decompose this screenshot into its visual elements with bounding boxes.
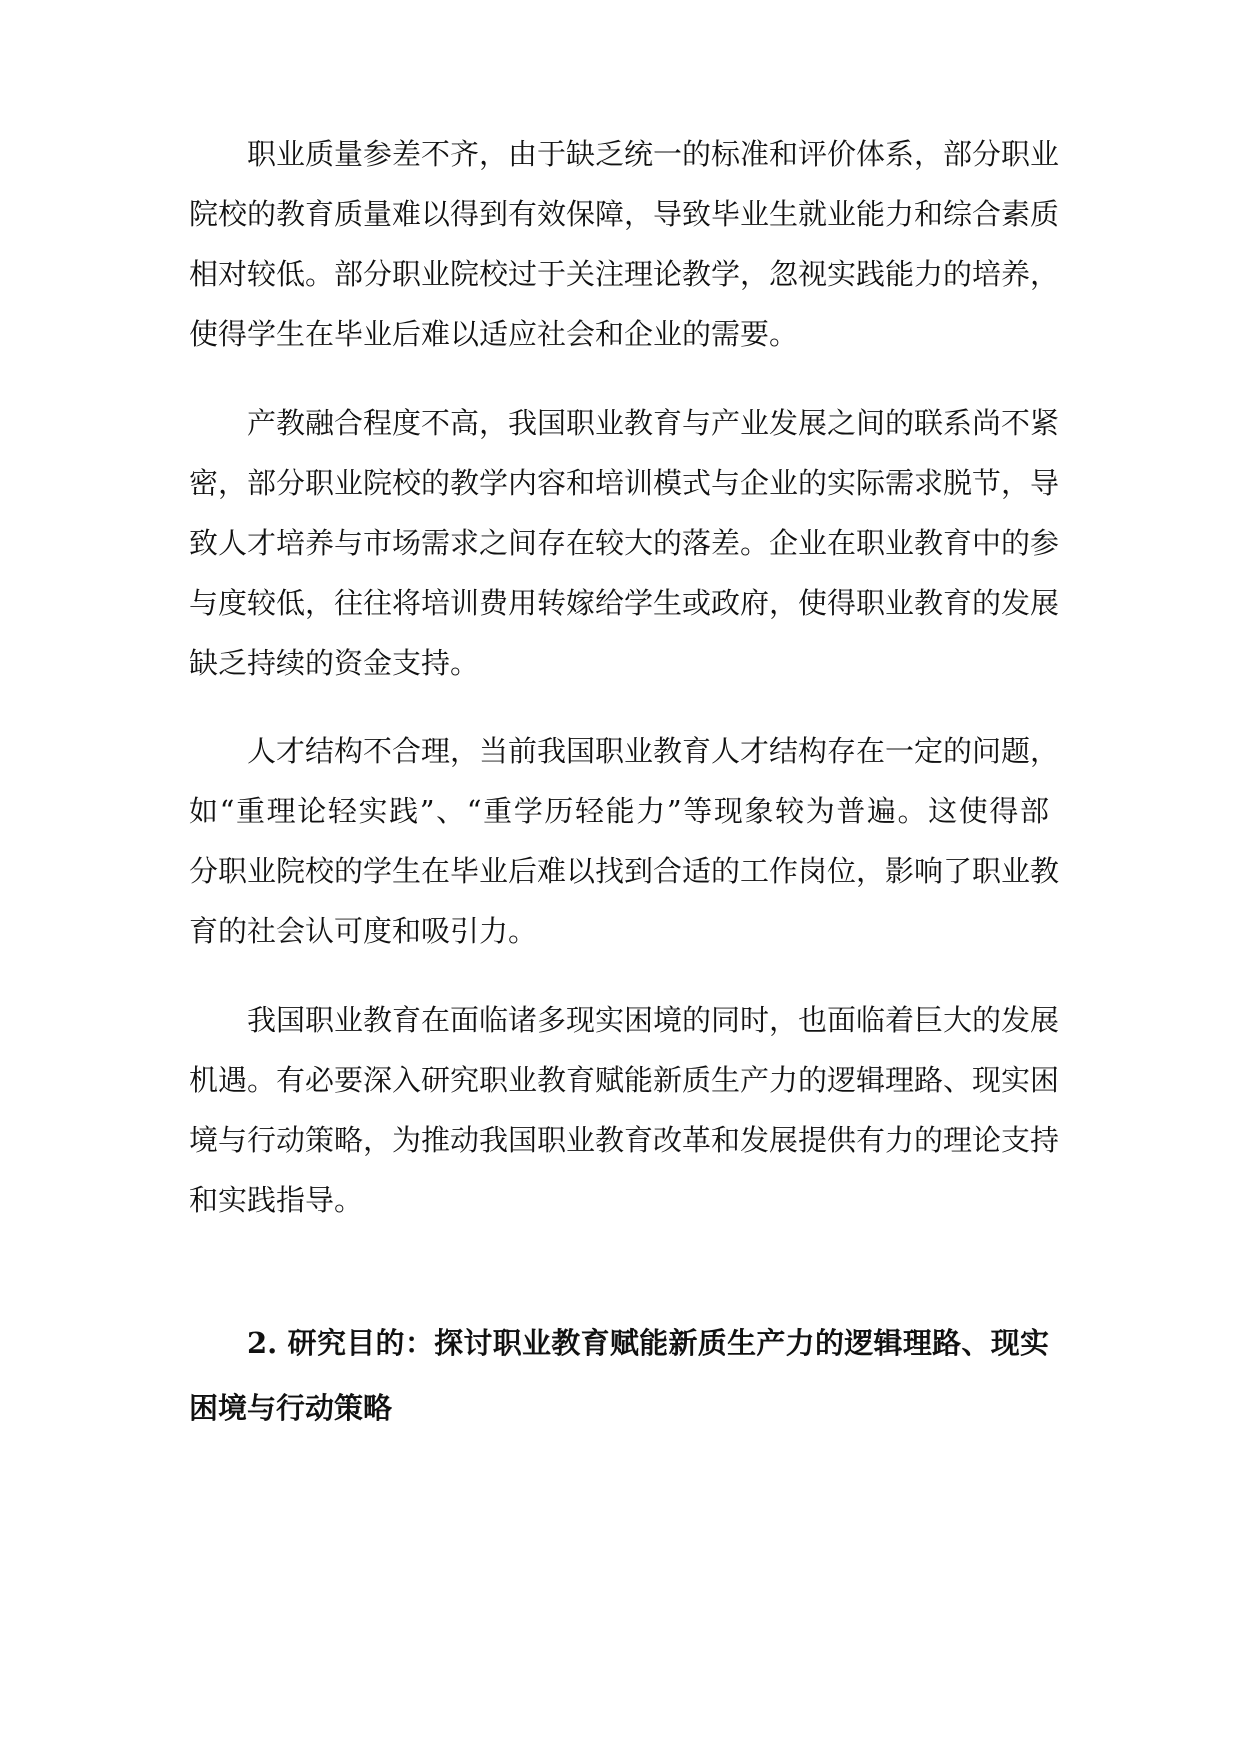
paragraph-line: 致人才培养与市场需求之间存在较大的落差。企业在职业教育中的参 bbox=[189, 526, 1060, 560]
heading-line: 2. 研究目的：探讨职业教育赋能新质生产力的逻辑理路、现实 bbox=[247, 1326, 1049, 1360]
paragraph-line: 相对较低。部分职业院校过于关注理论教学，忽视实践能力的培养， bbox=[189, 257, 1060, 291]
paragraph-line: 我国职业教育在面临诸多现实困境的同时，也面临着巨大的发展 bbox=[247, 1003, 1060, 1037]
paragraph-line: 职业质量参差不齐，由于缺乏统一的标准和评价体系，部分职业 bbox=[247, 137, 1060, 171]
paragraph-line: 缺乏持续的资金支持。 bbox=[189, 646, 480, 680]
paragraph-line: 产教融合程度不高，我国职业教育与产业发展之间的联系尚不紧 bbox=[247, 406, 1060, 440]
paragraph-line: 与度较低，往往将培训费用转嫁给学生或政府，使得职业教育的发展 bbox=[189, 586, 1060, 620]
paragraph-line: 机遇。有必要深入研究职业教育赋能新质生产力的逻辑理路、现实困 bbox=[189, 1063, 1060, 1097]
paragraph-line: 人才结构不合理，当前我国职业教育人才结构存在一定的问题， bbox=[247, 734, 1060, 768]
paragraph-line: 使得学生在毕业后难以适应社会和企业的需要。 bbox=[189, 317, 799, 351]
paragraph-line: 如“重理论轻实践”、“重学历轻能力”等现象较为普遍。这使得部 bbox=[189, 794, 1049, 828]
paragraph-line: 院校的教育质量难以得到有效保障，导致毕业生就业能力和综合素质 bbox=[189, 197, 1060, 231]
paragraph-line: 境与行动策略，为推动我国职业教育改革和发展提供有力的理论支持 bbox=[189, 1123, 1060, 1157]
paragraph-line: 密，部分职业院校的教学内容和培训模式与企业的实际需求脱节，导 bbox=[189, 466, 1060, 500]
heading-line: 困境与行动策略 bbox=[189, 1391, 393, 1425]
paragraph-line: 和实践指导。 bbox=[189, 1183, 364, 1217]
paragraph-line: 分职业院校的学生在毕业后难以找到合适的工作岗位，影响了职业教 bbox=[189, 854, 1060, 888]
paragraph-line: 育的社会认可度和吸引力。 bbox=[189, 914, 538, 948]
